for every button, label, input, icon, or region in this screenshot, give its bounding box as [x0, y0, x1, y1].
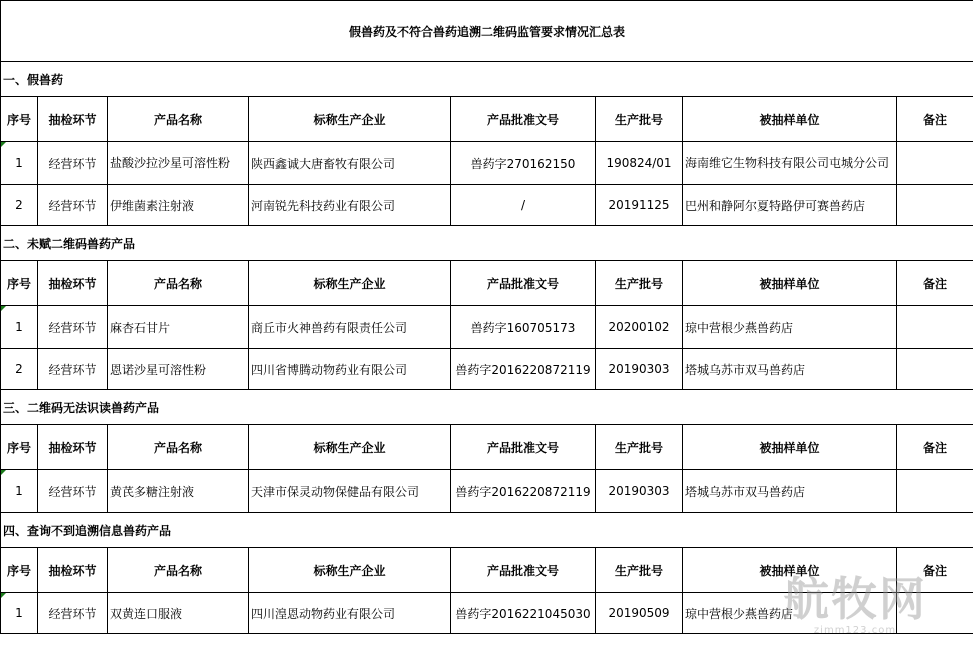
column-header: 抽检环节: [38, 261, 108, 306]
table-row: [1, 349, 973, 390]
table-row: [1, 185, 973, 226]
cell-maker: 天津市保灵动物保健品有限公司: [249, 470, 451, 513]
column-header: 被抽样单位: [683, 97, 897, 142]
column-header: 序号: [1, 261, 38, 306]
column-header-row: [1, 548, 973, 593]
cell-stage: 经营环节: [38, 349, 108, 390]
cell-seq: 2: [1, 349, 38, 390]
cell-note: [897, 470, 973, 513]
cell-batch: 20190303: [596, 470, 683, 513]
cell-note: [897, 593, 973, 634]
section-row: [1, 390, 973, 425]
column-header: 产品批准文号: [451, 97, 596, 142]
column-header: 序号: [1, 425, 38, 470]
column-header: 生产批号: [596, 261, 683, 306]
cell-unit: 塔城乌苏市双马兽药店: [683, 349, 897, 390]
column-header: 被抽样单位: [683, 425, 897, 470]
column-header: 产品批准文号: [451, 548, 596, 593]
table-row: [1, 470, 973, 513]
cell-stage: 经营环节: [38, 306, 108, 349]
column-header: 产品名称: [108, 97, 249, 142]
cell-stage: 经营环节: [38, 593, 108, 634]
column-header: 产品名称: [108, 548, 249, 593]
cell-seq: 2: [1, 185, 38, 226]
cell-approval: 兽药字2016221045030: [451, 593, 596, 634]
column-header: 抽检环节: [38, 97, 108, 142]
column-header: 被抽样单位: [683, 548, 897, 593]
section-heading: 二、未赋二维码兽药产品: [1, 226, 973, 261]
cell-product: 盐酸沙拉沙星可溶性粉: [108, 142, 249, 185]
title-row: [1, 1, 973, 62]
cell-unit: 琼中营根少燕兽药店: [683, 306, 897, 349]
section-row: [1, 513, 973, 548]
watermark-logo-text: 航牧网: [783, 572, 927, 626]
column-header: 抽检环节: [38, 548, 108, 593]
cell-seq: 1: [1, 470, 38, 513]
column-header: 标称生产企业: [249, 261, 451, 306]
column-header-row: [1, 425, 973, 470]
cell-product: 麻杏石甘片: [108, 306, 249, 349]
column-header: 备注: [897, 261, 973, 306]
cell-batch: 190824/01: [596, 142, 683, 185]
column-header-row: [1, 97, 973, 142]
section-row: [1, 62, 973, 97]
column-header: 标称生产企业: [249, 97, 451, 142]
cell-note: [897, 142, 973, 185]
column-header: 被抽样单位: [683, 261, 897, 306]
column-header: 备注: [897, 548, 973, 593]
cell-product: 双黄连口服液: [108, 593, 249, 634]
cell-maker: 河南锐先科技药业有限公司: [249, 185, 451, 226]
table-title: 假兽药及不符合兽药追溯二维码监管要求情况汇总表: [1, 1, 973, 62]
cell-stage: 经营环节: [38, 185, 108, 226]
cell-note: [897, 185, 973, 226]
cell-maker: 商丘市火神兽药有限责任公司: [249, 306, 451, 349]
cell-maker: 四川省博腾动物药业有限公司: [249, 349, 451, 390]
column-header: 产品名称: [108, 425, 249, 470]
cell-batch: 20190303: [596, 349, 683, 390]
column-header-row: [1, 261, 973, 306]
column-header: 产品批准文号: [451, 261, 596, 306]
section-heading: 一、假兽药: [1, 62, 973, 97]
cell-note: [897, 349, 973, 390]
cell-product: 恩诺沙星可溶性粉: [108, 349, 249, 390]
column-header: 生产批号: [596, 97, 683, 142]
cell-note: [897, 306, 973, 349]
cell-unit: 琼中营根少燕兽药店: [683, 593, 897, 634]
column-header: 产品批准文号: [451, 425, 596, 470]
column-header: 生产批号: [596, 425, 683, 470]
column-header: 标称生产企业: [249, 425, 451, 470]
column-header: 标称生产企业: [249, 548, 451, 593]
section-heading: 三、二维码无法识读兽药产品: [1, 390, 973, 425]
cell-approval: /: [451, 185, 596, 226]
cell-seq: 1: [1, 142, 38, 185]
section-row: [1, 226, 973, 261]
cell-approval: 兽药字270162150: [451, 142, 596, 185]
cell-approval: 兽药字160705173: [451, 306, 596, 349]
column-header: 序号: [1, 97, 38, 142]
cell-batch: 20190509: [596, 593, 683, 634]
cell-maker: 陕西鑫诚大唐畜牧有限公司: [249, 142, 451, 185]
column-header: 抽检环节: [38, 425, 108, 470]
cell-approval: 兽药字2016220872119: [451, 470, 596, 513]
cell-stage: 经营环节: [38, 470, 108, 513]
cell-maker: 四川湟恩动物药业有限公司: [249, 593, 451, 634]
section-heading: 四、查询不到追溯信息兽药产品: [1, 513, 973, 548]
cell-unit: 巴州和静阿尔夏特路伊可赛兽药店: [683, 185, 897, 226]
column-header: 生产批号: [596, 548, 683, 593]
cell-product: 伊维菌素注射液: [108, 185, 249, 226]
table-row: [1, 593, 973, 634]
cell-unit: 海南维它生物科技有限公司屯城分公司: [683, 142, 897, 185]
cell-batch: 20191125: [596, 185, 683, 226]
cell-approval: 兽药字2016220872119: [451, 349, 596, 390]
table-row: [1, 142, 973, 185]
cell-product: 黄芪多糖注射液: [108, 470, 249, 513]
cell-seq: 1: [1, 306, 38, 349]
cell-unit: 塔城乌苏市双马兽药店: [683, 470, 897, 513]
cell-stage: 经营环节: [38, 142, 108, 185]
column-header: 备注: [897, 425, 973, 470]
column-header: 产品名称: [108, 261, 249, 306]
cell-seq: 1: [1, 593, 38, 634]
column-header: 备注: [897, 97, 973, 142]
cell-batch: 20200102: [596, 306, 683, 349]
table-row: [1, 306, 973, 349]
column-header: 序号: [1, 548, 38, 593]
watermark-url: zimm123.com: [813, 625, 897, 636]
